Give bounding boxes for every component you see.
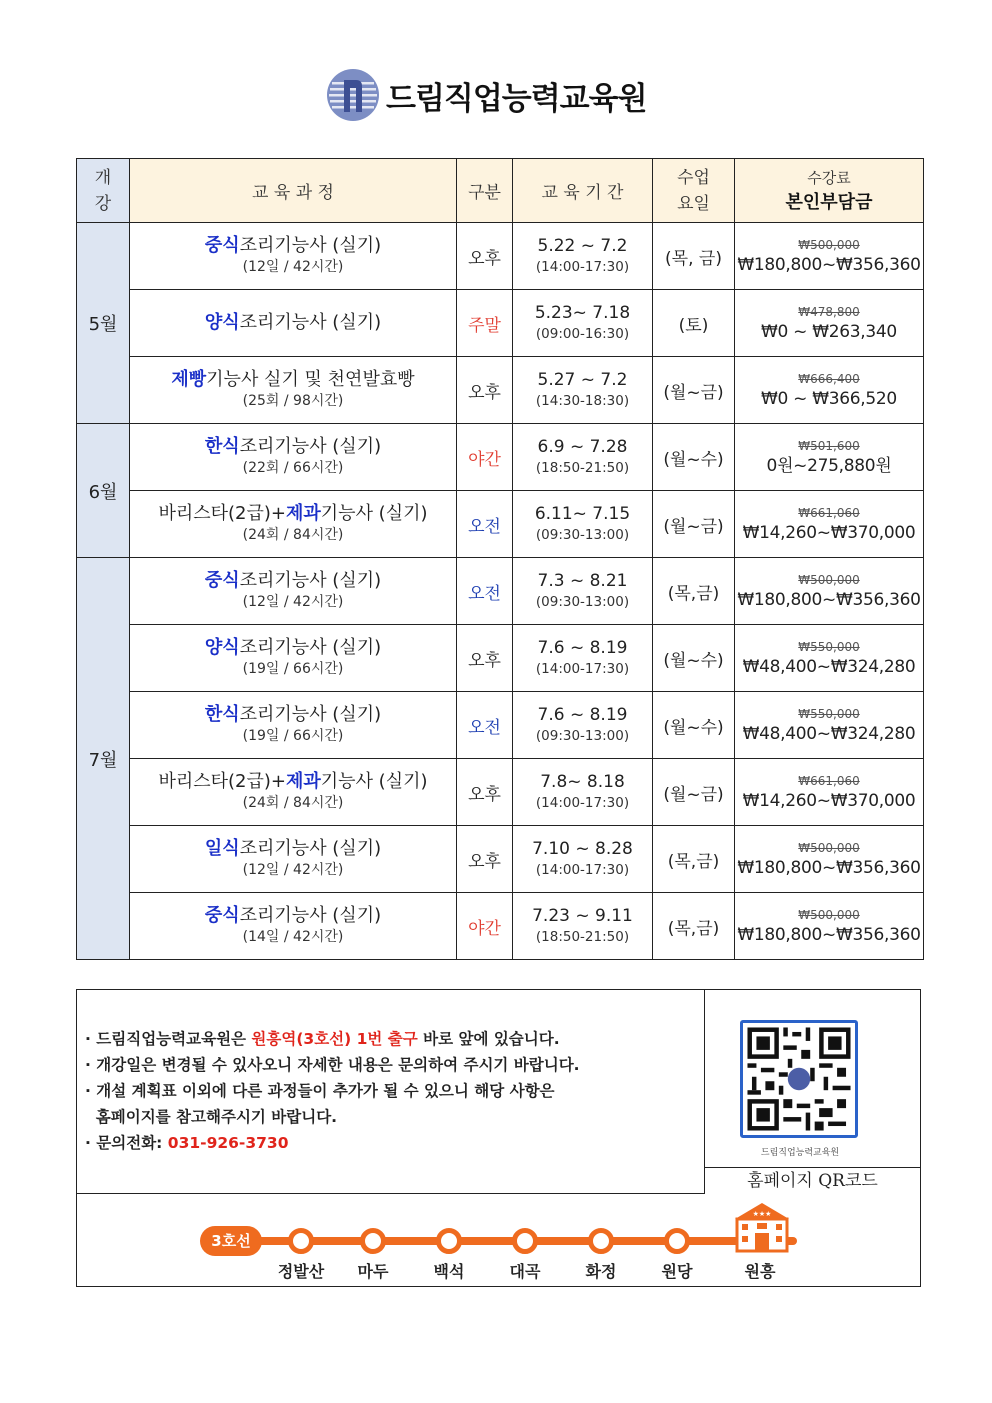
course-duration: (14일 / 42시간) xyxy=(242,929,344,945)
period-cell xyxy=(513,223,653,290)
station-name: 정발산 xyxy=(277,1262,325,1281)
course-title: 중식조리기능사 (실기) xyxy=(204,570,382,591)
month-cell: 6월 xyxy=(77,424,130,558)
fee-cell xyxy=(735,424,924,491)
type-cell: 오후 xyxy=(457,625,513,692)
course-cell xyxy=(130,558,457,625)
note-additional-courses: · 개설 계획표 이외에 다른 과정들이 추가가 될 수 있으니 해당 사항은 xyxy=(85,1082,555,1100)
metro-map xyxy=(77,1194,920,1286)
course-title: 양식조리기능사 (실기) xyxy=(204,312,382,333)
station-name: 대곡 xyxy=(509,1262,541,1281)
period-time: (09:00-16:30) xyxy=(535,326,630,342)
header-type: 구분 xyxy=(457,159,513,223)
period-cell xyxy=(513,759,653,826)
fee-cell xyxy=(735,357,924,424)
qr-area xyxy=(705,990,920,1168)
course-cell xyxy=(130,893,457,960)
type-cell: 오전 xyxy=(457,558,513,625)
day-cell: (월~수) xyxy=(653,625,735,692)
type-cell: 야간 xyxy=(457,893,513,960)
station-name: 백석 xyxy=(433,1262,465,1281)
fee-cell xyxy=(735,625,924,692)
station-name: 원당 xyxy=(661,1262,693,1281)
table-row xyxy=(77,692,924,759)
svg-text:★★★: ★★★ xyxy=(752,1210,772,1218)
period-cell xyxy=(513,357,653,424)
station-marker xyxy=(360,1228,386,1254)
course-cell xyxy=(130,625,457,692)
day-cell: (토) xyxy=(653,290,735,357)
station-marker xyxy=(588,1228,614,1254)
original-fee: ₩500,000 xyxy=(798,841,860,855)
period-dates: 7.8~ 8.18 xyxy=(540,772,625,792)
schedule-table xyxy=(76,158,924,960)
qr-caption: 드림직업능력교육원 xyxy=(760,1148,840,1158)
original-fee: ₩478,800 xyxy=(798,305,860,319)
course-title: 바리스타(2급)+제과기능사 (실기) xyxy=(158,503,428,524)
note-location: · 드림직업능력교육원은 원흥역(3호선) 1번 출구 바로 앞에 있습니다. xyxy=(85,1030,560,1048)
original-fee: ₩550,000 xyxy=(798,707,860,721)
type-cell: 오후 xyxy=(457,826,513,893)
station-name: 마두 xyxy=(357,1262,389,1281)
fee-cell xyxy=(735,491,924,558)
course-cell xyxy=(130,357,457,424)
day-cell: (월~금) xyxy=(653,491,735,558)
table-body xyxy=(77,223,924,960)
logo-text: 드림직업능력교육원 xyxy=(386,80,647,117)
note-homepage: 홈페이지를 참고해주시기 바랍니다. xyxy=(85,1108,338,1126)
period-dates: 5.23~ 7.18 xyxy=(534,303,631,323)
qr-code[interactable] xyxy=(740,1020,858,1138)
period-cell xyxy=(513,424,653,491)
fee-cell xyxy=(735,558,924,625)
course-duration: (24회 / 84시간) xyxy=(242,527,344,543)
period-cell xyxy=(513,491,653,558)
period-cell xyxy=(513,625,653,692)
period-time: (18:50-21:50) xyxy=(535,929,630,945)
station-marker xyxy=(288,1228,314,1254)
type-cell: 오후 xyxy=(457,759,513,826)
day-cell: (목,금) xyxy=(653,558,735,625)
header-month: 개 강 xyxy=(77,159,130,223)
period-dates: 7.3 ~ 8.21 xyxy=(537,571,628,591)
month-cell: 5월 xyxy=(77,223,130,424)
table-row xyxy=(77,826,924,893)
period-time: (09:30-13:00) xyxy=(535,527,630,543)
fee-cell xyxy=(735,290,924,357)
self-pay-fee: ₩48,400~₩324,280 xyxy=(742,657,916,677)
type-cell: 오후 xyxy=(457,357,513,424)
qr-label: 홈페이지 QR코드 xyxy=(747,1171,878,1191)
period-cell xyxy=(513,692,653,759)
course-cell xyxy=(130,826,457,893)
period-dates: 7.23 ~ 9.11 xyxy=(532,906,633,926)
original-fee: ₩661,060 xyxy=(798,506,860,520)
course-duration: (24회 / 84시간) xyxy=(242,795,344,811)
course-cell xyxy=(130,290,457,357)
self-pay-fee: ₩14,260~₩370,000 xyxy=(742,791,916,811)
month-cell: 7월 xyxy=(77,558,130,960)
period-dates: 5.27 ~ 7.2 xyxy=(537,370,628,390)
qr-code-icon xyxy=(743,1023,855,1135)
fee-cell xyxy=(735,692,924,759)
info-box xyxy=(76,989,921,1287)
course-duration: (12일 / 42시간) xyxy=(242,259,344,275)
period-cell xyxy=(513,558,653,625)
self-pay-fee: ₩180,800~₩356,360 xyxy=(737,590,921,610)
period-dates: 7.6 ~ 8.19 xyxy=(537,638,628,658)
day-cell: (월~수) xyxy=(653,424,735,491)
station-marker xyxy=(436,1228,462,1254)
logo-icon xyxy=(326,68,380,122)
header-fee: 수강료 본인부담금 xyxy=(735,159,924,223)
self-pay-fee: ₩48,400~₩324,280 xyxy=(742,724,916,744)
table-row xyxy=(77,424,924,491)
course-title: 제빵기능사 실기 및 천연발효빵 xyxy=(171,369,415,390)
table-row xyxy=(77,290,924,357)
course-duration: (25회 / 98시간) xyxy=(242,393,344,409)
period-time: (14:00-17:30) xyxy=(535,259,630,275)
course-duration: (19일 / 66시간) xyxy=(242,661,344,677)
note-schedule-change: · 개강일은 변경될 수 있사오니 자세한 내용은 문의하여 주시기 바랍니다. xyxy=(85,1056,580,1074)
fee-cell xyxy=(735,826,924,893)
course-title: 바리스타(2급)+제과기능사 (실기) xyxy=(158,771,428,792)
info-notes xyxy=(77,990,705,1194)
course-cell xyxy=(130,692,457,759)
type-cell: 주말 xyxy=(457,290,513,357)
station-marker xyxy=(664,1228,690,1254)
table-row xyxy=(77,357,924,424)
type-cell: 야간 xyxy=(457,424,513,491)
table-row xyxy=(77,759,924,826)
self-pay-fee: ₩0 ~ ₩366,520 xyxy=(761,389,897,409)
period-time: (09:30-13:00) xyxy=(535,728,630,744)
self-pay-fee: ₩180,800~₩356,360 xyxy=(737,255,921,275)
original-fee: ₩661,060 xyxy=(798,774,860,788)
original-fee: ₩501,600 xyxy=(798,439,860,453)
period-time: (18:50-21:50) xyxy=(535,460,630,476)
period-cell xyxy=(513,290,653,357)
period-dates: 7.10 ~ 8.28 xyxy=(532,839,633,859)
period-time: (14:00-17:30) xyxy=(535,862,630,878)
period-cell xyxy=(513,826,653,893)
header-course: 교 육 과 정 xyxy=(130,159,457,223)
day-cell: (월~금) xyxy=(653,357,735,424)
course-title: 한식조리기능사 (실기) xyxy=(204,436,382,457)
header-day: 수업 요일 xyxy=(653,159,735,223)
table-row xyxy=(77,223,924,290)
table-row xyxy=(77,893,924,960)
course-cell xyxy=(130,759,457,826)
period-dates: 6.11~ 7.15 xyxy=(534,504,631,524)
period-dates: 5.22 ~ 7.2 xyxy=(537,236,628,256)
self-pay-fee: ₩180,800~₩356,360 xyxy=(737,858,921,878)
period-time: (14:30-18:30) xyxy=(535,393,630,409)
period-dates: 6.9 ~ 7.28 xyxy=(537,437,628,457)
original-fee: ₩500,000 xyxy=(798,908,860,922)
type-cell: 오전 xyxy=(457,692,513,759)
period-time: (14:00-17:30) xyxy=(535,795,630,811)
course-title: 중식조리기능사 (실기) xyxy=(204,235,382,256)
day-cell: (목, 금) xyxy=(653,223,735,290)
course-cell xyxy=(130,223,457,290)
table-row xyxy=(77,625,924,692)
self-pay-fee: ₩0 ~ ₩263,340 xyxy=(761,322,897,342)
original-fee: ₩550,000 xyxy=(798,640,860,654)
table-row xyxy=(77,491,924,558)
self-pay-fee: 0원~275,880원 xyxy=(766,456,892,476)
building-icon xyxy=(725,1199,799,1253)
day-cell: (목,금) xyxy=(653,826,735,893)
header-period: 교 육 기 간 xyxy=(513,159,653,223)
fee-cell xyxy=(735,223,924,290)
course-cell xyxy=(130,424,457,491)
self-pay-fee: ₩14,260~₩370,000 xyxy=(742,523,916,543)
course-cell xyxy=(130,491,457,558)
station-name: 화정 xyxy=(585,1262,617,1281)
station-name: 원흥 xyxy=(744,1262,776,1281)
station-marker xyxy=(512,1228,538,1254)
line-badge: 3호선 xyxy=(200,1226,262,1256)
course-duration: (22회 / 66시간) xyxy=(242,460,344,476)
table-header-row xyxy=(77,159,924,223)
course-title: 양식조리기능사 (실기) xyxy=(204,637,382,658)
type-cell: 오전 xyxy=(457,491,513,558)
fee-cell xyxy=(735,759,924,826)
original-fee: ₩500,000 xyxy=(798,238,860,252)
type-cell: 오후 xyxy=(457,223,513,290)
logo xyxy=(326,66,647,124)
course-duration: (12일 / 42시간) xyxy=(242,594,344,610)
day-cell: (월~수) xyxy=(653,692,735,759)
course-title: 한식조리기능사 (실기) xyxy=(204,704,382,725)
original-fee: ₩500,000 xyxy=(798,573,860,587)
period-time: (14:00-17:30) xyxy=(535,661,630,677)
course-title: 일식조리기능사 (실기) xyxy=(204,838,382,859)
note-phone: · 문의전화: 031-926-3730 xyxy=(85,1134,289,1152)
original-fee: ₩666,400 xyxy=(798,372,860,386)
period-dates: 7.6 ~ 8.19 xyxy=(537,705,628,725)
period-cell xyxy=(513,893,653,960)
course-title: 중식조리기능사 (실기) xyxy=(204,905,382,926)
table-row xyxy=(77,558,924,625)
fee-cell xyxy=(735,893,924,960)
day-cell: (목,금) xyxy=(653,893,735,960)
course-duration: (19일 / 66시간) xyxy=(242,728,344,744)
day-cell: (월~금) xyxy=(653,759,735,826)
period-time: (09:30-13:00) xyxy=(535,594,630,610)
self-pay-fee: ₩180,800~₩356,360 xyxy=(737,925,921,945)
course-duration: (12일 / 42시간) xyxy=(242,862,344,878)
